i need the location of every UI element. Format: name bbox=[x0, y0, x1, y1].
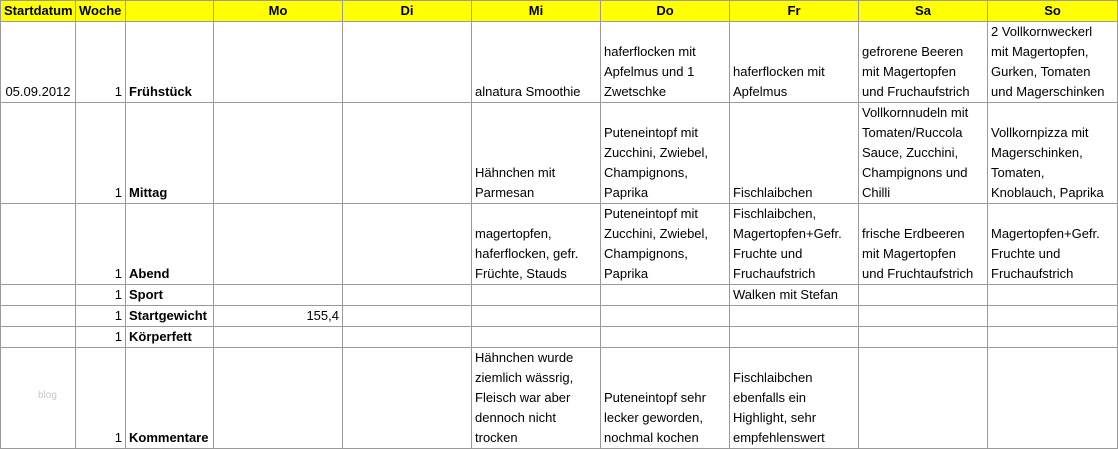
row-koerperfett bbox=[1, 327, 1118, 348]
cell-fr[interactable]: Walken mit Stefan bbox=[730, 285, 859, 306]
row-startgewicht bbox=[1, 306, 1118, 327]
cell-mi[interactable] bbox=[472, 285, 601, 306]
cell-di[interactable] bbox=[343, 327, 472, 348]
cell-woche[interactable]: 1 bbox=[76, 327, 126, 348]
header-woche[interactable]: Woche bbox=[76, 1, 126, 22]
row-mittag bbox=[1, 103, 1118, 204]
cell-sa[interactable] bbox=[859, 285, 988, 306]
cell-mi[interactable]: Hähnchen mit Parmesan bbox=[472, 103, 601, 204]
cell-sa[interactable] bbox=[859, 348, 988, 449]
header-label[interactable] bbox=[126, 1, 214, 22]
cell-fr[interactable] bbox=[730, 306, 859, 327]
cell-mi[interactable]: Hähnchen wurde ziemlich wässrig, Fleisch war aber dennoch nicht trocken bbox=[472, 348, 601, 449]
cell-startdatum[interactable] bbox=[1, 327, 76, 348]
cell-startdatum[interactable]: 05.09.2012 bbox=[1, 22, 76, 103]
cell-di[interactable] bbox=[343, 103, 472, 204]
cell-woche[interactable]: 1 bbox=[76, 285, 126, 306]
cell-mo[interactable] bbox=[214, 22, 343, 103]
cell-do[interactable]: Puteneintopf sehr lecker geworden, nochmal kochen bbox=[601, 348, 730, 449]
header-mo[interactable]: Mo bbox=[214, 1, 343, 22]
cell-so[interactable] bbox=[988, 348, 1118, 449]
row-fruehstueck bbox=[1, 22, 1118, 103]
cell-mo[interactable] bbox=[214, 348, 343, 449]
cell-mi[interactable]: magertopfen, haferflocken, gefr. Früchte, Stauds bbox=[472, 204, 601, 285]
cell-mo[interactable] bbox=[214, 204, 343, 285]
cell-row-label[interactable]: Startgewicht bbox=[126, 306, 214, 327]
cell-row-label[interactable]: Sport bbox=[126, 285, 214, 306]
cell-so[interactable]: Magertopfen+Gefr. Fruchte und Fruchaufstrich bbox=[988, 204, 1118, 285]
header-row bbox=[1, 1, 1118, 22]
header-startdatum[interactable]: Startdatum bbox=[1, 1, 76, 22]
row-sport bbox=[1, 285, 1118, 306]
cell-startdatum[interactable] bbox=[1, 285, 76, 306]
cell-do[interactable]: Puteneintopf mit Zucchini, Zwiebel, Champignons, Paprika bbox=[601, 204, 730, 285]
cell-di[interactable] bbox=[343, 204, 472, 285]
cell-woche[interactable]: 1 bbox=[76, 103, 126, 204]
header-di[interactable]: Di bbox=[343, 1, 472, 22]
cell-woche[interactable]: 1 bbox=[76, 22, 126, 103]
cell-mo[interactable] bbox=[214, 103, 343, 204]
cell-di[interactable] bbox=[343, 348, 472, 449]
cell-startdatum[interactable] bbox=[1, 204, 76, 285]
cell-mi[interactable] bbox=[472, 327, 601, 348]
cell-woche[interactable]: 1 bbox=[76, 306, 126, 327]
cell-do[interactable]: Puteneintopf mit Zucchini, Zwiebel, Champignons, Paprika bbox=[601, 103, 730, 204]
header-so[interactable]: So bbox=[988, 1, 1118, 22]
cell-so[interactable] bbox=[988, 327, 1118, 348]
cell-fr[interactable]: Fischlaibchen ebenfalls ein Highlight, sehr empfehlenswert bbox=[730, 348, 859, 449]
header-sa[interactable]: Sa bbox=[859, 1, 988, 22]
cell-row-label[interactable]: Frühstück bbox=[126, 22, 214, 103]
cell-do[interactable] bbox=[601, 285, 730, 306]
cell-mo[interactable]: 155,4 bbox=[214, 306, 343, 327]
header-do[interactable]: Do bbox=[601, 1, 730, 22]
cell-do[interactable] bbox=[601, 327, 730, 348]
cell-so[interactable] bbox=[988, 306, 1118, 327]
cell-woche[interactable]: 1 bbox=[76, 348, 126, 449]
cell-fr[interactable] bbox=[730, 327, 859, 348]
cell-sa[interactable]: gefrorene Beeren mit Magertopfen und Fruchaufstrich bbox=[859, 22, 988, 103]
header-mi[interactable]: Mi bbox=[472, 1, 601, 22]
cell-startdatum[interactable] bbox=[1, 103, 76, 204]
header-fr[interactable]: Fr bbox=[730, 1, 859, 22]
cell-sa[interactable]: frische Erdbeeren mit Magertopfen und Fruchtaufstrich bbox=[859, 204, 988, 285]
cell-fr[interactable]: haferflocken mit Apfelmus bbox=[730, 22, 859, 103]
cell-sa[interactable] bbox=[859, 306, 988, 327]
cell-row-label[interactable]: Abend bbox=[126, 204, 214, 285]
cell-row-label[interactable]: Mittag bbox=[126, 103, 214, 204]
cell-startdatum[interactable] bbox=[1, 306, 76, 327]
cell-mi[interactable]: alnatura Smoothie bbox=[472, 22, 601, 103]
cell-woche[interactable]: 1 bbox=[76, 204, 126, 285]
cell-sa[interactable] bbox=[859, 327, 988, 348]
cell-so[interactable]: Vollkornpizza mit Magerschinken, Tomaten, Knoblauch, Paprika bbox=[988, 103, 1118, 204]
cell-so[interactable] bbox=[988, 285, 1118, 306]
cell-mo[interactable] bbox=[214, 327, 343, 348]
cell-di[interactable] bbox=[343, 285, 472, 306]
cell-fr[interactable]: Fischlaibchen bbox=[730, 103, 859, 204]
watermark-text: blog bbox=[38, 390, 57, 401]
cell-mo[interactable] bbox=[214, 285, 343, 306]
row-kommentare bbox=[1, 348, 1118, 449]
row-abend bbox=[1, 204, 1118, 285]
cell-so[interactable]: 2 Vollkornweckerl mit Magertopfen, Gurken, Tomaten und Magerschinken bbox=[988, 22, 1118, 103]
cell-do[interactable] bbox=[601, 306, 730, 327]
cell-di[interactable] bbox=[343, 306, 472, 327]
cell-sa[interactable]: Vollkornnudeln mit Tomaten/Ruccola Sauce, Zucchini, Champignons und Chilli bbox=[859, 103, 988, 204]
cell-do[interactable]: haferflocken mit Apfelmus und 1 Zwetschke bbox=[601, 22, 730, 103]
cell-mi[interactable] bbox=[472, 306, 601, 327]
cell-di[interactable] bbox=[343, 22, 472, 103]
cell-row-label[interactable]: Körperfett bbox=[126, 327, 214, 348]
cell-fr[interactable]: Fischlaibchen, Magertopfen+Gefr. Fruchte und Fruchaufstrich bbox=[730, 204, 859, 285]
cell-row-label[interactable]: Kommentare bbox=[126, 348, 214, 449]
